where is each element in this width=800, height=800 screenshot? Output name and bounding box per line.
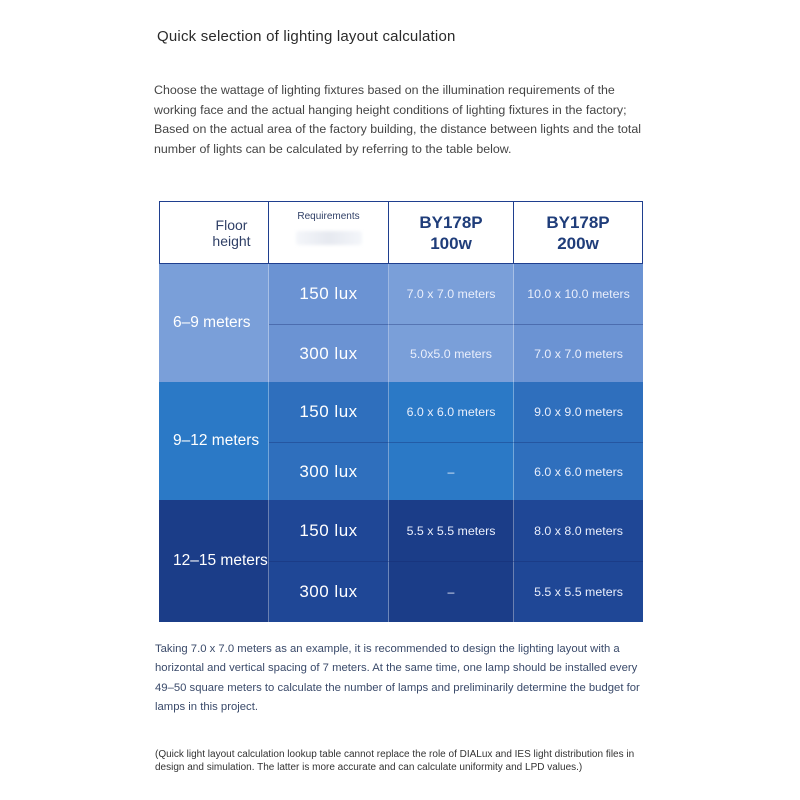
spacing-100w-cell: 6.0 x 6.0 meters <box>389 382 514 442</box>
lux-cell: 300 lux <box>269 561 389 622</box>
spacing-200w-cell: 6.0 x 6.0 meters <box>514 442 643 500</box>
spacing-200w-cell: 7.0 x 7.0 meters <box>514 324 643 382</box>
header-model-200w-watt: 200w <box>557 233 599 253</box>
header-requirements-label: Requirements <box>297 211 360 222</box>
lux-cell: 300 lux <box>269 442 389 500</box>
spacing-200w-cell: 10.0 x 10.0 meters <box>514 264 643 324</box>
footnote: (Quick light layout calculation lookup table cannot replace the role of DIALux and IES light distribution files in design and simulation. The latter is more accurate and can calculate uniformity and LPD values.) <box>155 749 635 774</box>
lux-cell: 150 lux <box>269 264 389 324</box>
lux-cell: 150 lux <box>269 382 389 442</box>
floor-height-9-12: 9–12 meters <box>159 382 269 500</box>
lux-cell: 300 lux <box>269 324 389 382</box>
spacing-100w-cell: 5.5 x 5.5 meters <box>389 500 514 561</box>
layout-table <box>159 201 643 622</box>
header-floor-height: Floor height <box>159 201 269 264</box>
spacing-100w-cell: – <box>389 561 514 622</box>
spacing-100w-cell: 7.0 x 7.0 meters <box>389 264 514 324</box>
spacing-200w-cell: 9.0 x 9.0 meters <box>514 382 643 442</box>
intro-paragraph: Choose the wattage of lighting fixtures based on the illumination requirements of the working face and the actual hanging height conditions of lighting fixtures in the factory; Based on the actual area of the factory building, the distance between lights and the total number of lights can be calculated by referring to the table below. <box>154 83 642 156</box>
spacing-200w-cell: 5.5 x 5.5 meters <box>514 561 643 622</box>
header-model-100w <box>388 201 514 264</box>
blurred-text <box>296 231 362 245</box>
spacing-100w-cell: 5.0x5.0 meters <box>389 324 514 382</box>
header-model-200w <box>513 201 643 264</box>
header-model-100w-watt: 100w <box>430 233 472 253</box>
header-model-200w-name: BY178P <box>546 212 610 232</box>
floor-height-12-15: 12–15 meters <box>159 500 269 622</box>
header-requirements <box>268 201 389 264</box>
lux-cell: 150 lux <box>269 500 389 561</box>
spacing-100w-cell: – <box>389 442 514 500</box>
page-title: Quick selection of lighting layout calculation <box>157 28 456 45</box>
floor-height-6-9: 6–9 meters <box>159 264 269 382</box>
example-note: Taking 7.0 x 7.0 meters as an example, it is recommended to design the lighting layout with a horizontal and vertical spacing of 7 meters. At the same time, one lamp should be installed every 49–50 square meters to calculate the number of lamps and preliminarily determine the budget for lamps in this project. <box>155 643 640 713</box>
spacing-200w-cell: 8.0 x 8.0 meters <box>514 500 643 561</box>
header-model-100w-name: BY178P <box>419 212 483 232</box>
